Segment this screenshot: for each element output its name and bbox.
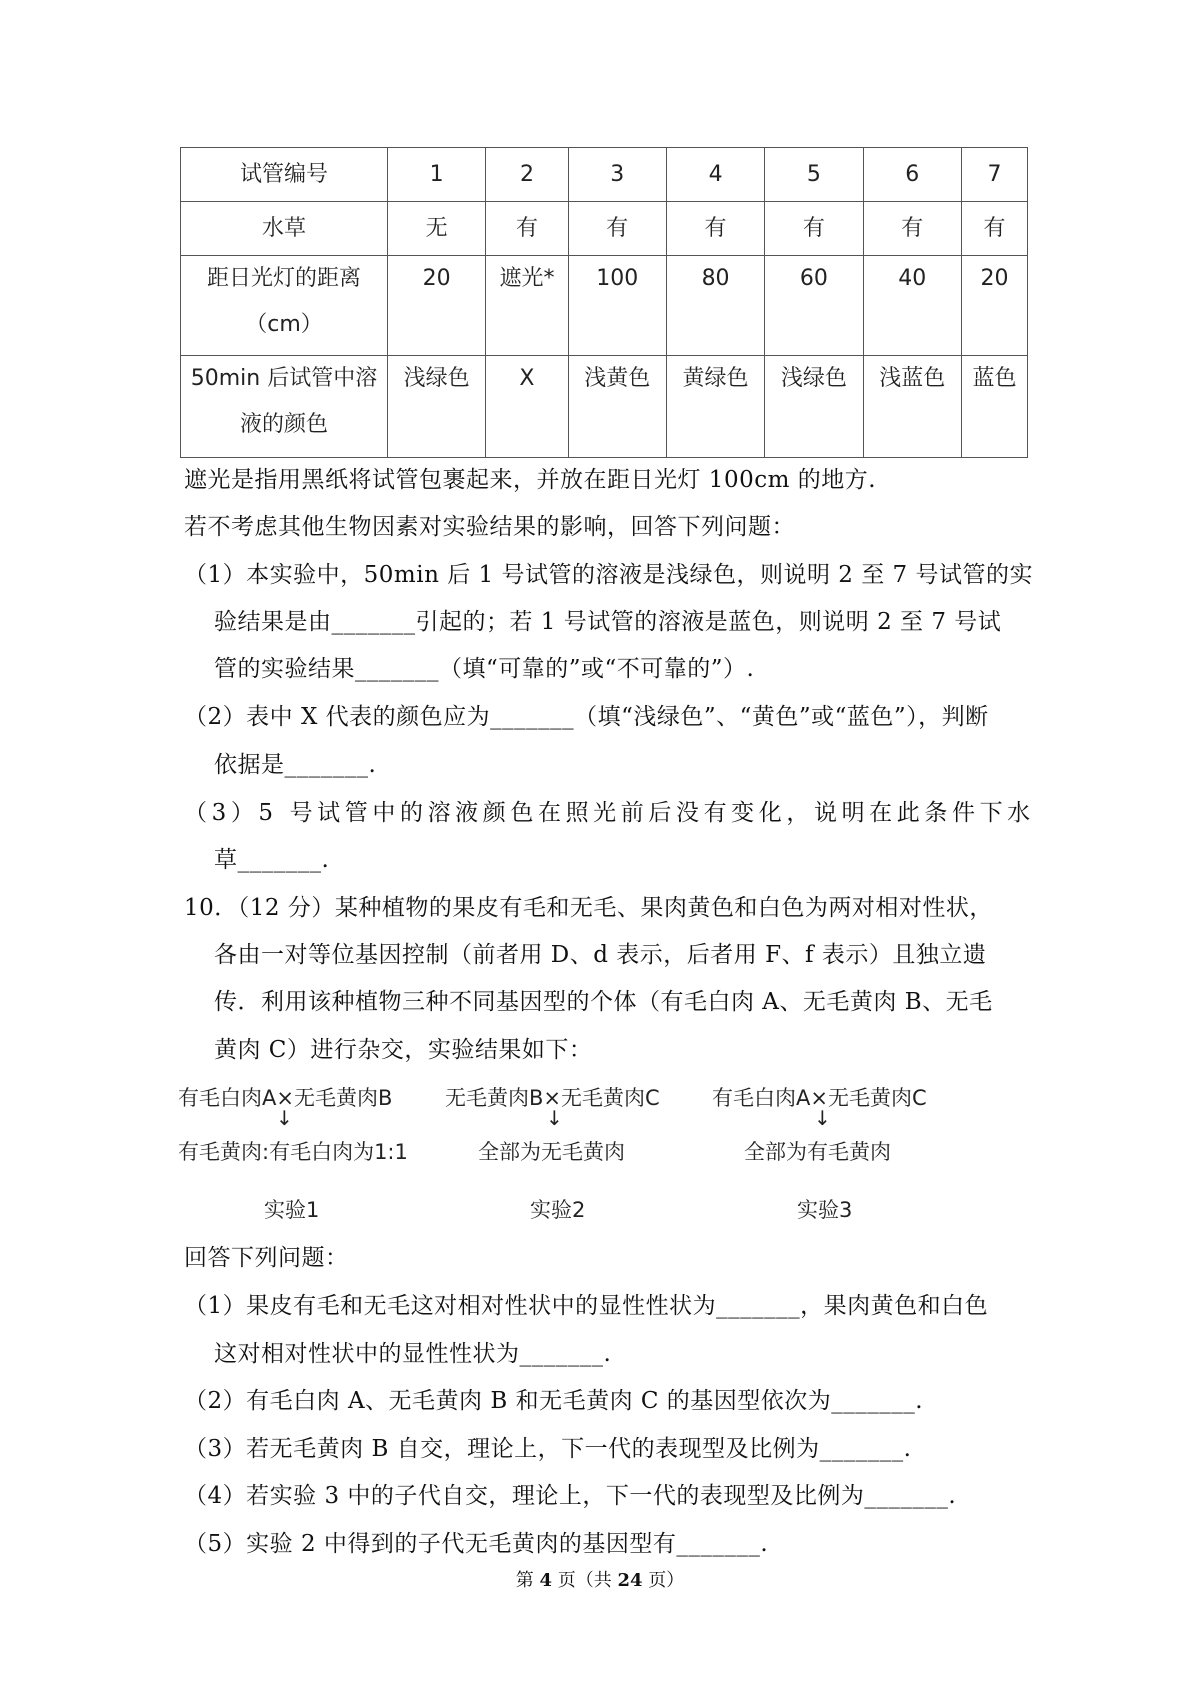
- sub-question-1-line: 这对相对性状中的显性性状为_______.: [214, 1341, 612, 1367]
- question-1-line: 管的实验结果_______（填“可靠的”或“不可靠的”）.: [214, 656, 755, 682]
- problem-10-line: 10．（12 分）某种植物的果皮有毛和无毛、果肉黄色和白色为两对相对性状，: [184, 895, 993, 921]
- problem-10-line: 传．利用该种植物三种不同基因型的个体（有毛白肉 A、无毛黄肉 B、无毛: [214, 989, 993, 1015]
- experiment-label: 实验3: [797, 1198, 853, 1222]
- cross-offspring: 全部为无毛黄肉: [478, 1140, 625, 1164]
- footer-text: 页）: [642, 1570, 685, 1591]
- table-cell: 20: [961, 256, 1027, 356]
- table-cell: 浅绿色: [388, 356, 486, 458]
- sub-question-1-line: （1）果皮有毛和无毛这对相对性状中的显性性状为_______，果肉黄色和白色: [184, 1293, 989, 1319]
- table-row-tube-number: [181, 148, 1028, 202]
- table-cell: 有: [765, 202, 863, 256]
- table-cell: 有: [486, 202, 568, 256]
- table-cell: 80: [666, 256, 764, 356]
- table-cell: 7: [961, 148, 1027, 202]
- table-cell: 浅绿色: [765, 356, 863, 458]
- table-cell: 6: [863, 148, 961, 202]
- question-3-line: 草_______.: [214, 847, 330, 873]
- question-intro: 若不考虑其他生物因素对实验结果的影响，回答下列问题：: [184, 514, 795, 540]
- total-page-number: 24: [617, 1570, 643, 1591]
- table-cell: 蓝色: [961, 356, 1027, 458]
- table-cell: 20: [388, 256, 486, 356]
- table-cell: 40: [863, 256, 961, 356]
- table-row-color: [181, 356, 1028, 458]
- problem-10-line: 各由一对等位基因控制（前者用 D、d 表示，后者用 F、f 表示）且独立遗: [214, 942, 987, 968]
- cross-parents: 无毛黄肉B×无毛黄肉C: [445, 1086, 660, 1110]
- table-cell: 浅黄色: [568, 356, 666, 458]
- table-cell: 60: [765, 256, 863, 356]
- shading-note: 遮光是指用黑纸将试管包裹起来，并放在距日光灯 100cm 的地方.: [184, 467, 877, 493]
- problem-10-line: 黄肉 C）进行杂交，实验结果如下：: [214, 1037, 593, 1063]
- question-2-line: （2）表中 X 代表的颜色应为_______（填“浅绿色”、“黄色”或“蓝色”），判断: [184, 704, 989, 730]
- question-1-line: （1）本实验中，50min 后 1 号试管的溶液是浅绿色，则说明 2 至 7 号试管的实: [184, 562, 1033, 588]
- table-row-distance: [181, 256, 1028, 356]
- table-cell: 黄绿色: [666, 356, 764, 458]
- sub-question-4: （4）若实验 3 中的子代自交，理论上，下一代的表现型及比例为_______.: [184, 1483, 957, 1509]
- distance-label-line: 距日光灯的距离: [206, 266, 361, 291]
- color-label-line: 液的颜色: [239, 412, 328, 437]
- down-arrow-icon: ↓: [546, 1106, 563, 1130]
- question-1-line: 验结果是由_______引起的；若 1 号试管的溶液是蓝色，则说明 2 至 7 号试: [214, 609, 1002, 635]
- sub-question-3: （3）若无毛黄肉 B 自交，理论上，下一代的表现型及比例为_______.: [184, 1436, 912, 1462]
- table-cell: 水草: [181, 202, 388, 256]
- table-cell: 1: [388, 148, 486, 202]
- sub-question-2: （2）有毛白肉 A、无毛黄肉 B 和无毛黄肉 C 的基因型依次为_______.: [184, 1388, 924, 1414]
- sub-question-5: （5）实验 2 中得到的子代无毛黄肉的基因型有_______.: [184, 1531, 769, 1557]
- table-cell: 有: [863, 202, 961, 256]
- color-label-line: 50min 后试管中溶: [190, 366, 378, 391]
- distance-label-line: （cm）: [245, 312, 323, 337]
- answer-intro: 回答下列问题：: [184, 1245, 349, 1271]
- page-footer: [0, 1566, 1200, 1592]
- table-cell: 2: [486, 148, 568, 202]
- current-page-number: 4: [539, 1570, 552, 1591]
- table-cell: [181, 356, 388, 458]
- table-cell: 有: [568, 202, 666, 256]
- table-cell: 无: [388, 202, 486, 256]
- cross-parents: 有毛白肉A×无毛黄肉B: [178, 1086, 393, 1110]
- table-cell: 5: [765, 148, 863, 202]
- table-cell: 有: [961, 202, 1027, 256]
- table-cell: 试管编号: [181, 148, 388, 202]
- table-cell: 100: [568, 256, 666, 356]
- table-cell: 浅蓝色: [863, 356, 961, 458]
- table-cell: X: [486, 356, 568, 458]
- table-cell: 3: [568, 148, 666, 202]
- down-arrow-icon: ↓: [276, 1106, 293, 1130]
- question-3-line: （3）5 号试管中的溶液颜色在照光前后没有变化，说明在此条件下水: [184, 800, 1035, 826]
- table-cell: 4: [666, 148, 764, 202]
- cross-offspring: 有毛黄肉:有毛白肉为1:1: [178, 1140, 408, 1164]
- table-row-plant: [181, 202, 1028, 256]
- table-cell: [181, 256, 388, 356]
- footer-text: 页（共: [552, 1570, 618, 1591]
- experiment-label: 实验1: [264, 1198, 320, 1222]
- cross-parents: 有毛白肉A×无毛黄肉C: [712, 1086, 927, 1110]
- table-cell: 有: [666, 202, 764, 256]
- question-2-line: 依据是_______.: [214, 752, 377, 778]
- cross-offspring: 全部为有毛黄肉: [744, 1140, 891, 1164]
- down-arrow-icon: ↓: [814, 1106, 831, 1130]
- table-cell: 遮光*: [486, 256, 568, 356]
- experiment-table: [180, 147, 1028, 458]
- experiment-label: 实验2: [530, 1198, 586, 1222]
- footer-text: 第: [515, 1570, 540, 1591]
